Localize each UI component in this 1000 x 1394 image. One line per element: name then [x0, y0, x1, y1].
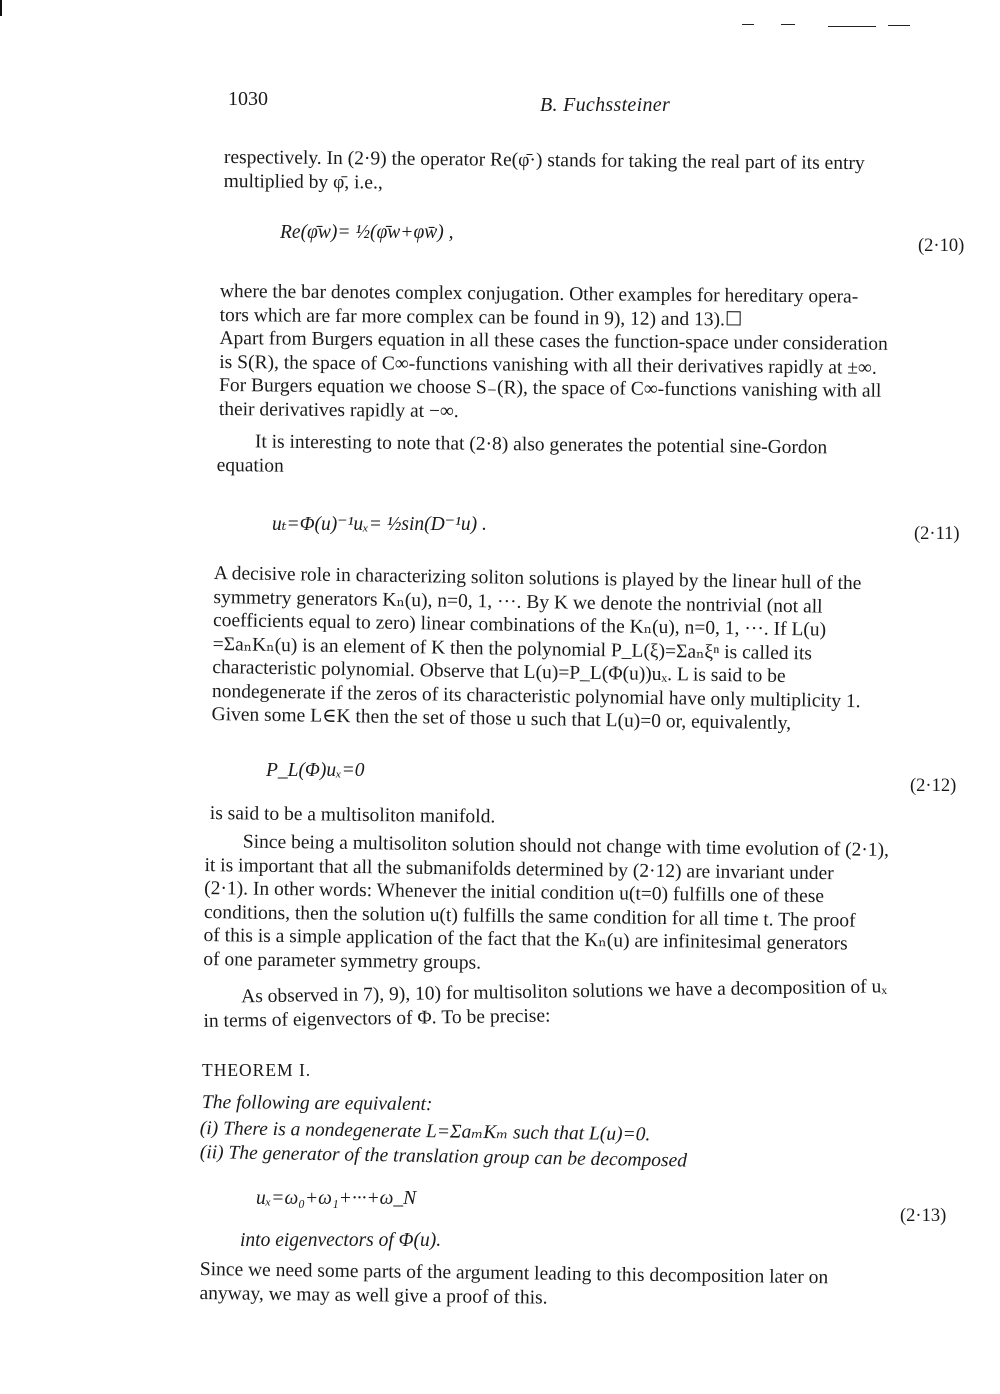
text-line: it is important that all the submanifolds determined by (2·12) are invariant under	[204, 854, 834, 884]
theorem-title: THEOREM I.	[202, 1060, 312, 1080]
scan-dash-mark	[781, 24, 795, 25]
paragraph-sine-gordon	[217, 430, 828, 483]
text-line: Apart from Burgers equation in all these cases the function-space under consideration	[219, 327, 888, 355]
paragraph-proof-intro	[199, 1258, 828, 1313]
text-line: (2·1). In other words: Whenever the initial condition u(t=0) fulfills one of these	[204, 877, 825, 908]
equation-number-2-11: (2·11)	[914, 524, 960, 544]
text-line: A decisive role in characterizing soliton solutions is played by the linear hull of the	[213, 562, 862, 595]
text-line: is said to be a multisoliton manifold.	[209, 802, 496, 828]
text-line: characteristic polynomial. Observe that L(u)=P_L(Φ(u))uₓ. L is said to be	[212, 656, 786, 687]
equation-2-12: P_L(Φ)uₓ=0	[266, 760, 365, 781]
text-line: =ΣaₙKₙ(u) is an element of K then the polynomial P_L(ξ)=Σaₙξⁿ is called its	[212, 633, 813, 664]
theorem-tail: into eigenvectors of Φ(u).	[240, 1230, 442, 1251]
equation-2-11: uₜ=Φ(u)⁻¹uₓ= ½sin(D⁻¹u) .	[272, 514, 487, 535]
text-line: equation	[216, 454, 284, 477]
equation-number-2-13: (2·13)	[900, 1206, 947, 1226]
paragraph-re-operator	[224, 146, 865, 199]
text-line: anyway, we may as well give a proof of this.	[199, 1282, 548, 1309]
text-line: coefficients equal to zero) linear combinations of the Kₙ(u), n=0, 1, ···. If L(u)	[212, 609, 827, 641]
text-line: of one parameter symmetry groups.	[203, 948, 482, 974]
text-line: Since being a multisoliton solution should not change with time evolution of (2·1),	[242, 831, 890, 861]
scan-dash-mark	[888, 25, 910, 26]
paragraph-function-space	[219, 280, 889, 427]
scan-dash-mark	[828, 26, 876, 27]
text-line: conditions, then the solution u(t) fulfills the same condition for all time t. The proof	[203, 901, 856, 932]
text-line: Given some L∈K then the set of those u such that L(u)=0 or, equivalently,	[211, 703, 792, 735]
text-line: is S(R), the space of C∞-functions vanishing with all their derivatives rapidly at ±∞.	[219, 351, 877, 379]
page-number: 1030	[228, 88, 268, 110]
paragraph-multisoliton-manifold	[210, 802, 496, 829]
text-line: in terms of eigenvectors of Φ. To be precise:	[203, 1005, 551, 1032]
theorem-item-i: (i) There is a nondegenerate L=ΣaₘKₘ such that L(u)=0.	[199, 1117, 651, 1146]
theorem-intro: The following are equivalent:	[201, 1092, 433, 1116]
text-line: It is interesting to note that (2·8) also generates the potential sine-Gordon	[254, 431, 828, 459]
equation-number-2-10: (2·10)	[918, 236, 965, 256]
paragraph-invariance	[203, 830, 889, 980]
text-line: multiplied by φ̄, i.e.,	[223, 170, 383, 194]
text-line: where the bar denotes complex conjugation. Other examples for hereditary opera-	[219, 280, 859, 308]
theorem-item-ii: (ii) The generator of the translation group can be decomposed	[199, 1142, 688, 1172]
text-line: nondegenerate if the zeros of its characteristic polynomial have only multiplicity 1.	[211, 680, 861, 712]
text-line: As observed in 7), 9), 10) for multisoliton solutions we have a decomposition of uₓ	[241, 976, 888, 1008]
paragraph-characteristic-polynomial	[211, 562, 862, 737]
equation-2-13: uₓ=ω₀+ω₁+···+ω_N	[256, 1188, 417, 1209]
text-line: For Burgers equation we choose S₋(R), the space of C∞-functions vanishing with all	[218, 374, 882, 402]
text-line: symmetry generators Kₙ(u), n=0, 1, ···. By K we denote the nontrivial (not all	[213, 586, 823, 618]
equation-2-10: Re(φ̄w)= ½(φ̄w+φw̄) ,	[280, 222, 454, 243]
scan-dash-mark	[742, 24, 754, 25]
text-line: tors which are far more complex can be found in 9), 12) and 13).☐	[219, 304, 743, 331]
text-line: of this is a simple application of the fact that the Kₙ(u) are infinitesimal generators	[203, 924, 848, 955]
text-line: their derivatives rapidly at −∞.	[218, 398, 459, 422]
scan-edge-mark	[0, 0, 2, 16]
running-head: B. Fuchssteiner	[540, 94, 671, 116]
paragraph-decomposition	[203, 975, 887, 1033]
text-line: Since we need some parts of the argument leading to this decomposition later on	[199, 1258, 829, 1289]
equation-number-2-12: (2·12)	[910, 776, 957, 796]
text-line: respectively. In (2·9) the operator Re(φ̄·) stands for taking the real part of its entry	[223, 146, 865, 175]
